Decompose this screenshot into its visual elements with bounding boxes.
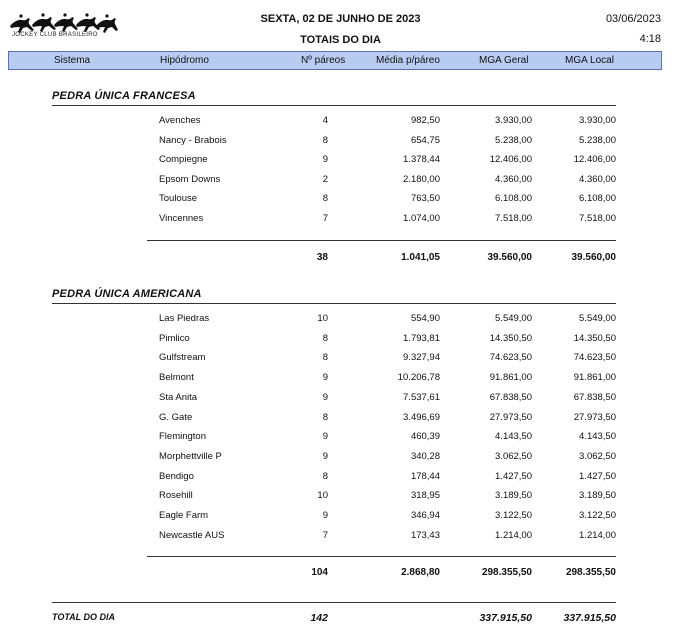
row-pareos: 8: [322, 332, 328, 344]
row-media: 982,50: [410, 115, 440, 126]
row-hipodromo: Rosehill: [159, 490, 193, 502]
row-media: 178,44: [410, 470, 440, 482]
grand-total-mga-local: 337.915,50: [563, 612, 616, 624]
row-media: 1.793,81: [403, 332, 440, 344]
row-mga-local: 74.623,50: [573, 352, 616, 364]
row-mga-local: 4.143,50: [579, 431, 616, 443]
row-mga-local: 67.838,50: [573, 391, 616, 403]
row-mga-geral: 5.549,00: [495, 313, 532, 324]
row-mga-local: 3.062,50: [579, 450, 616, 462]
row-mga-geral: 27.973,50: [489, 411, 532, 423]
row-pareos: 9: [322, 510, 328, 521]
row-media: 3.496,69: [403, 411, 440, 423]
table-row: [0, 490, 681, 510]
row-mga-geral: 14.350,50: [489, 332, 532, 344]
section-divider: [52, 105, 616, 106]
row-hipodromo: Avenches: [159, 115, 201, 126]
row-media: 1.074,00: [403, 213, 440, 224]
row-pareos: 8: [322, 411, 328, 423]
row-mga-local: 1.427,50: [579, 470, 616, 482]
row-mga-geral: 3.930,00: [495, 115, 532, 126]
section-title-francesa: PEDRA ÚNICA FRANCESA: [52, 90, 196, 102]
row-mga-geral: 6.108,00: [495, 193, 532, 205]
row-media: 10.206,78: [397, 372, 440, 384]
grand-total-mga-geral: 337.915,50: [479, 612, 532, 624]
subtotal-media: 1.041,05: [401, 252, 440, 263]
table-row: [0, 352, 681, 372]
row-mga-geral: 4.360,00: [495, 173, 532, 185]
row-mga-local: 6.108,00: [579, 193, 616, 205]
row-mga-local: 91.861,00: [573, 372, 616, 384]
row-media: 2.180,00: [403, 173, 440, 185]
row-mga-local: 14.350,50: [573, 332, 616, 344]
row-mga-local: 27.973,50: [573, 411, 616, 423]
row-media: 340,28: [410, 450, 440, 462]
row-hipodromo: Morphettville P: [159, 450, 222, 462]
col-media: Média p/páreo: [376, 55, 440, 66]
col-hipodromo: Hipódromo: [160, 55, 209, 66]
row-hipodromo: Eagle Farm: [159, 510, 209, 521]
row-hipodromo: Sta Anita: [159, 391, 198, 403]
table-row: [0, 174, 681, 194]
row-hipodromo: Pimlico: [159, 332, 190, 344]
row-media: 7.537,61: [403, 391, 440, 403]
row-media: 9.327,94: [403, 352, 440, 364]
row-mga-local: 3.122,50: [579, 510, 616, 521]
row-mga-geral: 67.838,50: [489, 391, 532, 403]
row-hipodromo: Compiegne: [159, 154, 208, 166]
row-pareos: 8: [322, 352, 328, 364]
subtotal-mga-local: 298.355,50: [565, 567, 616, 578]
row-pareos: 8: [322, 470, 328, 482]
subtotal-mga-geral: 39.560,00: [487, 252, 532, 263]
table-row: [0, 193, 681, 213]
report-subtitle: TOTAIS DO DIA: [300, 34, 381, 46]
row-mga-geral: 7.518,00: [495, 213, 532, 224]
col-mga-local: MGA Local: [565, 55, 614, 66]
row-pareos: 8: [322, 193, 328, 205]
subtotal-pareos: 104: [311, 567, 328, 578]
report-date: 03/06/2023: [605, 13, 661, 25]
row-mga-geral: 74.623,50: [489, 352, 532, 364]
row-hipodromo: G. Gate: [159, 411, 193, 423]
row-pareos: 7: [322, 529, 328, 541]
row-media: 346,94: [410, 510, 440, 521]
row-media: 554,90: [410, 313, 440, 324]
report-time: 4:18: [639, 33, 661, 45]
row-mga-local: 7.518,00: [579, 213, 616, 224]
row-pareos: 7: [322, 213, 328, 224]
row-hipodromo: Belmont: [159, 372, 194, 384]
grand-total-divider: [52, 602, 616, 603]
table-row: [0, 313, 681, 333]
row-mga-local: 4.360,00: [579, 173, 616, 185]
row-mga-geral: 91.861,00: [489, 372, 532, 384]
grand-total-pareos: 142: [310, 612, 328, 624]
row-pareos: 4: [322, 115, 328, 126]
row-mga-geral: 3.062,50: [495, 450, 532, 462]
row-mga-local: 3.930,00: [579, 115, 616, 126]
row-pareos: 2: [322, 173, 328, 185]
table-row: [0, 392, 681, 412]
table-row: [0, 333, 681, 353]
row-hipodromo: Flemington: [159, 431, 206, 443]
row-hipodromo: Bendigo: [159, 470, 194, 482]
report-title: SEXTA, 02 DE JUNHO DE 2023: [260, 13, 421, 25]
table-row: [0, 431, 681, 451]
row-media: 1.378,44: [403, 154, 440, 166]
row-pareos: 9: [322, 154, 328, 166]
subtotal-mga-geral: 298.355,50: [481, 567, 532, 578]
subtotal-pareos: 38: [316, 252, 328, 263]
grand-total-label: TOTAL DO DIA: [52, 612, 115, 622]
table-row: [0, 154, 681, 174]
table-row: [0, 530, 681, 550]
row-pareos: 10: [317, 490, 328, 502]
table-row: [0, 213, 681, 233]
row-mga-local: 12.406,00: [573, 154, 616, 166]
row-mga-geral: 3.122,50: [495, 510, 532, 521]
table-row: [0, 510, 681, 530]
row-media: 763,50: [410, 193, 440, 205]
row-mga-geral: 5.238,00: [495, 134, 532, 146]
row-hipodromo: Vincennes: [159, 213, 204, 224]
row-pareos: 10: [317, 313, 328, 324]
table-row: [0, 471, 681, 491]
table-row: [0, 372, 681, 392]
column-header-bar: [8, 51, 662, 70]
table-row: [0, 451, 681, 471]
row-mga-local: 5.549,00: [579, 313, 616, 324]
subtotal-media: 2.868,80: [401, 567, 440, 578]
row-hipodromo: Toulouse: [159, 193, 198, 205]
row-pareos: 8: [322, 134, 328, 146]
row-mga-geral: 1.214,00: [495, 529, 532, 541]
row-media: 654,75: [410, 134, 440, 146]
row-mga-geral: 3.189,50: [495, 490, 532, 502]
row-hipodromo: Gulfstream: [159, 352, 206, 364]
table-row: [0, 135, 681, 155]
row-media: 318,95: [410, 490, 440, 502]
row-hipodromo: Las Piedras: [159, 313, 210, 324]
section-divider: [52, 303, 616, 304]
logo-text: JOCKEY CLUB BRASILEIRO: [12, 32, 98, 38]
row-hipodromo: Epsom Downs: [159, 173, 221, 185]
col-sistema: Sistema: [54, 55, 91, 66]
row-pareos: 9: [322, 450, 328, 462]
row-mga-geral: 12.406,00: [489, 154, 532, 166]
row-pareos: 9: [322, 372, 328, 384]
col-mga-geral: MGA Geral: [479, 55, 529, 66]
table-row: [0, 412, 681, 432]
row-media: 460,39: [410, 431, 440, 443]
row-media: 173,43: [410, 529, 440, 541]
row-mga-local: 3.189,50: [579, 490, 616, 502]
subtotal-divider: [147, 240, 616, 241]
row-mga-geral: 4.143,50: [495, 431, 532, 443]
row-mga-geral: 1.427,50: [495, 470, 532, 482]
row-mga-local: 5.238,00: [579, 134, 616, 146]
table-row: [0, 115, 681, 135]
row-hipodromo: Newcastle AUS: [159, 529, 225, 541]
section-title-americana: PEDRA ÚNICA AMERICANA: [52, 288, 202, 300]
row-pareos: 9: [322, 431, 328, 443]
row-hipodromo: Nancy - Brabois: [159, 134, 227, 146]
row-mga-local: 1.214,00: [579, 529, 616, 541]
col-num-pareos: Nº páreos: [301, 55, 346, 66]
row-pareos: 9: [322, 391, 328, 403]
subtotal-divider: [147, 556, 616, 557]
subtotal-mga-local: 39.560,00: [571, 252, 616, 263]
